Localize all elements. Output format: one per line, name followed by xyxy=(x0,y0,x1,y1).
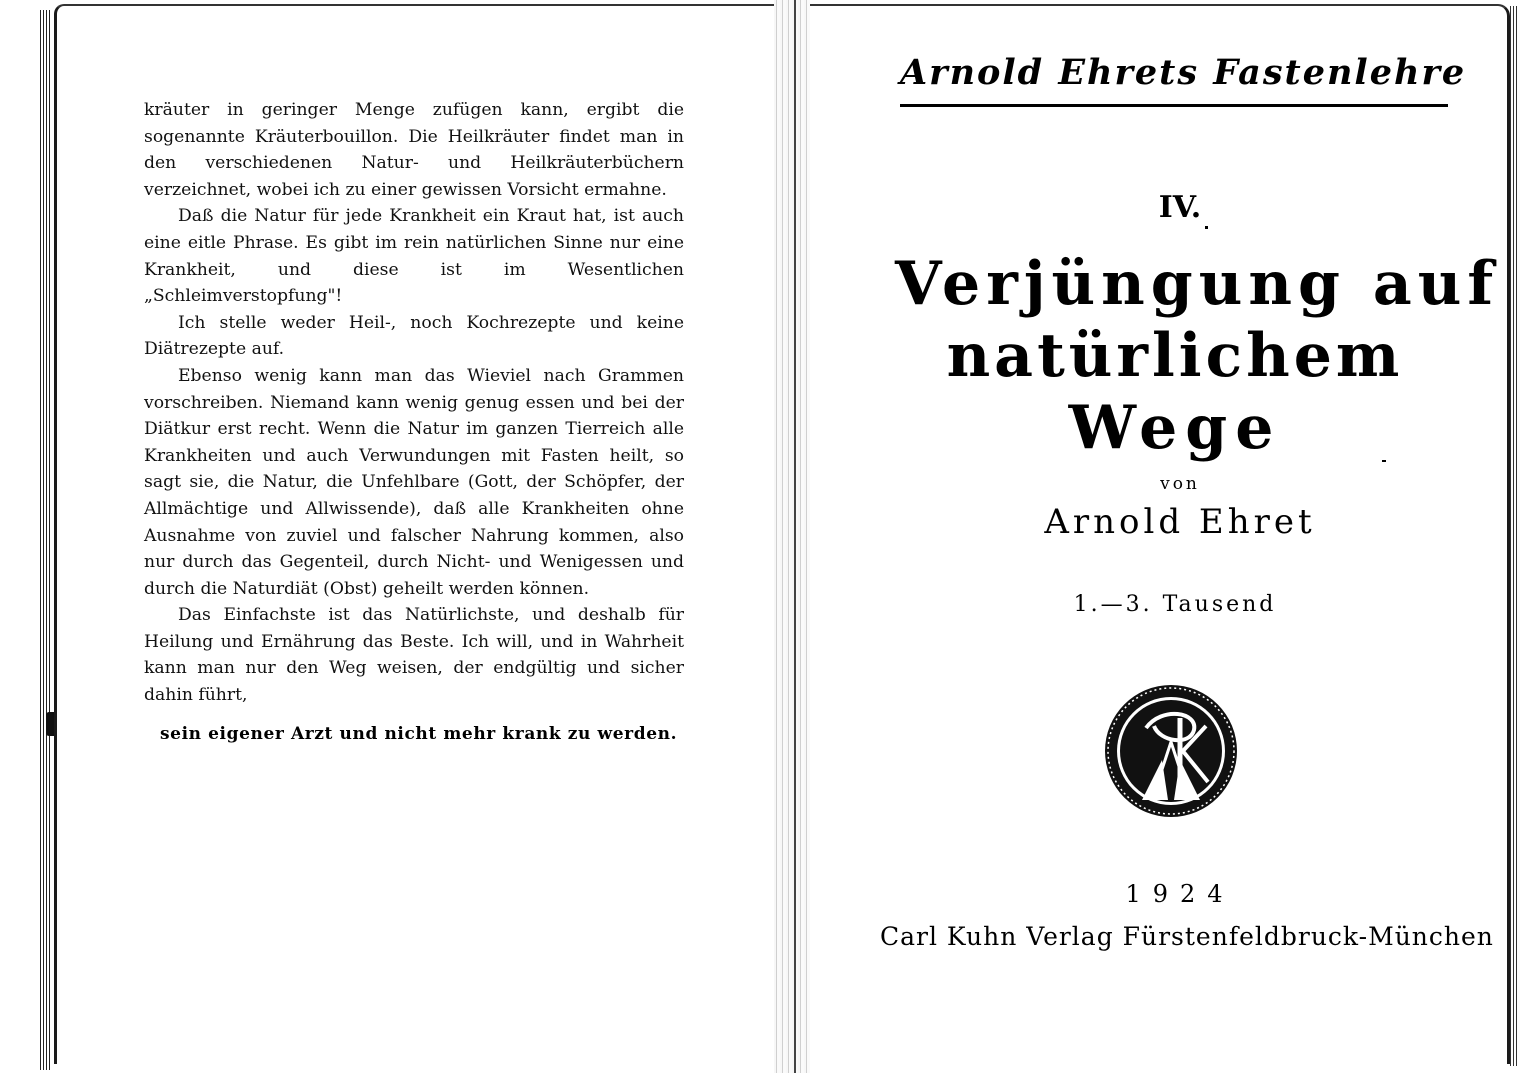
paragraph: kräuter in geringer Menge zufügen kann, ergibt die sogenannte Kräuterbouillon. Die Heilkräuter findet man in den verschiedenen Natur- und Heilkräuterbüchern verzeichnet, wobei ich zu einer gewissen Vorsicht ermahne. xyxy=(144,100,684,200)
paragraph: Ich stelle weder Heil-, noch Kochrezepte und keine Diätrezepte auf. xyxy=(144,312,684,360)
page-stack-left xyxy=(40,10,52,1070)
left-page-body xyxy=(144,97,684,709)
title-line: Verjüngung auf xyxy=(895,249,1500,319)
paragraph: Daß die Natur für jede Krankheit ein Kraut hat, ist auch eine eitle Phrase. Es gibt im rein natürlichen Sinne nur eine Krankheit, und diese ist im Wesentlichen „Schleimverstopfung"! xyxy=(144,206,684,307)
title-rule xyxy=(900,104,1448,107)
volume-number: IV. xyxy=(1158,190,1202,225)
author-name: Arnold Ehret xyxy=(1044,502,1316,542)
speck xyxy=(1205,226,1208,229)
edition-line: 1.—3. Tausend xyxy=(1073,592,1277,617)
title-line: Wege xyxy=(1068,393,1282,463)
closing-line: sein eigener Arzt und nicht mehr krank zu werden. xyxy=(160,724,678,744)
by-line: von xyxy=(1160,474,1200,494)
book-gutter xyxy=(774,0,810,1073)
publication-year: 1924 xyxy=(1125,880,1235,908)
publisher-line: Carl Kuhn Verlag Fürstenfeldbruck-München xyxy=(880,922,1494,951)
left-page-edge xyxy=(0,0,54,1073)
speck xyxy=(1382,460,1386,462)
series-title: Arnold Ehrets Fastenlehre xyxy=(900,52,1467,93)
paragraph: Das Einfachste ist das Natürlichste, und deshalb für Heilung und Ernährung das Beste. Ich will, und in Wahrheit kann man nur den Weg weisen, der endgültig und sicher dahin führt, xyxy=(144,605,684,706)
book-title xyxy=(895,248,1500,464)
publisher-emblem xyxy=(1102,682,1240,820)
title-line: natürlichem xyxy=(946,321,1404,391)
right-page-edge xyxy=(1510,6,1518,1066)
paragraph: Ebenso wenig kann man das Wieviel nach Grammen vorschreiben. Niemand kann wenig genug essen und bei der Diätkur erst recht. Wenn die Natur im ganzen Tierreich alle Krankheiten und auch Verwundungen mit Fasten heilt, so sagt sie, die Natur, die Unfehlbare (Gott, der Schöpfer, der Allmächtige und Allwissende), daß alle Krankheiten ohne Ausnahme von zuviel und falscher Nahrung kommen, also nur durch das Gegenteil, durch Nicht- und Wenigessen und durch die Naturdiät (Obst) geheilt werden können. xyxy=(144,365,684,599)
gutter-seam xyxy=(794,0,796,1073)
